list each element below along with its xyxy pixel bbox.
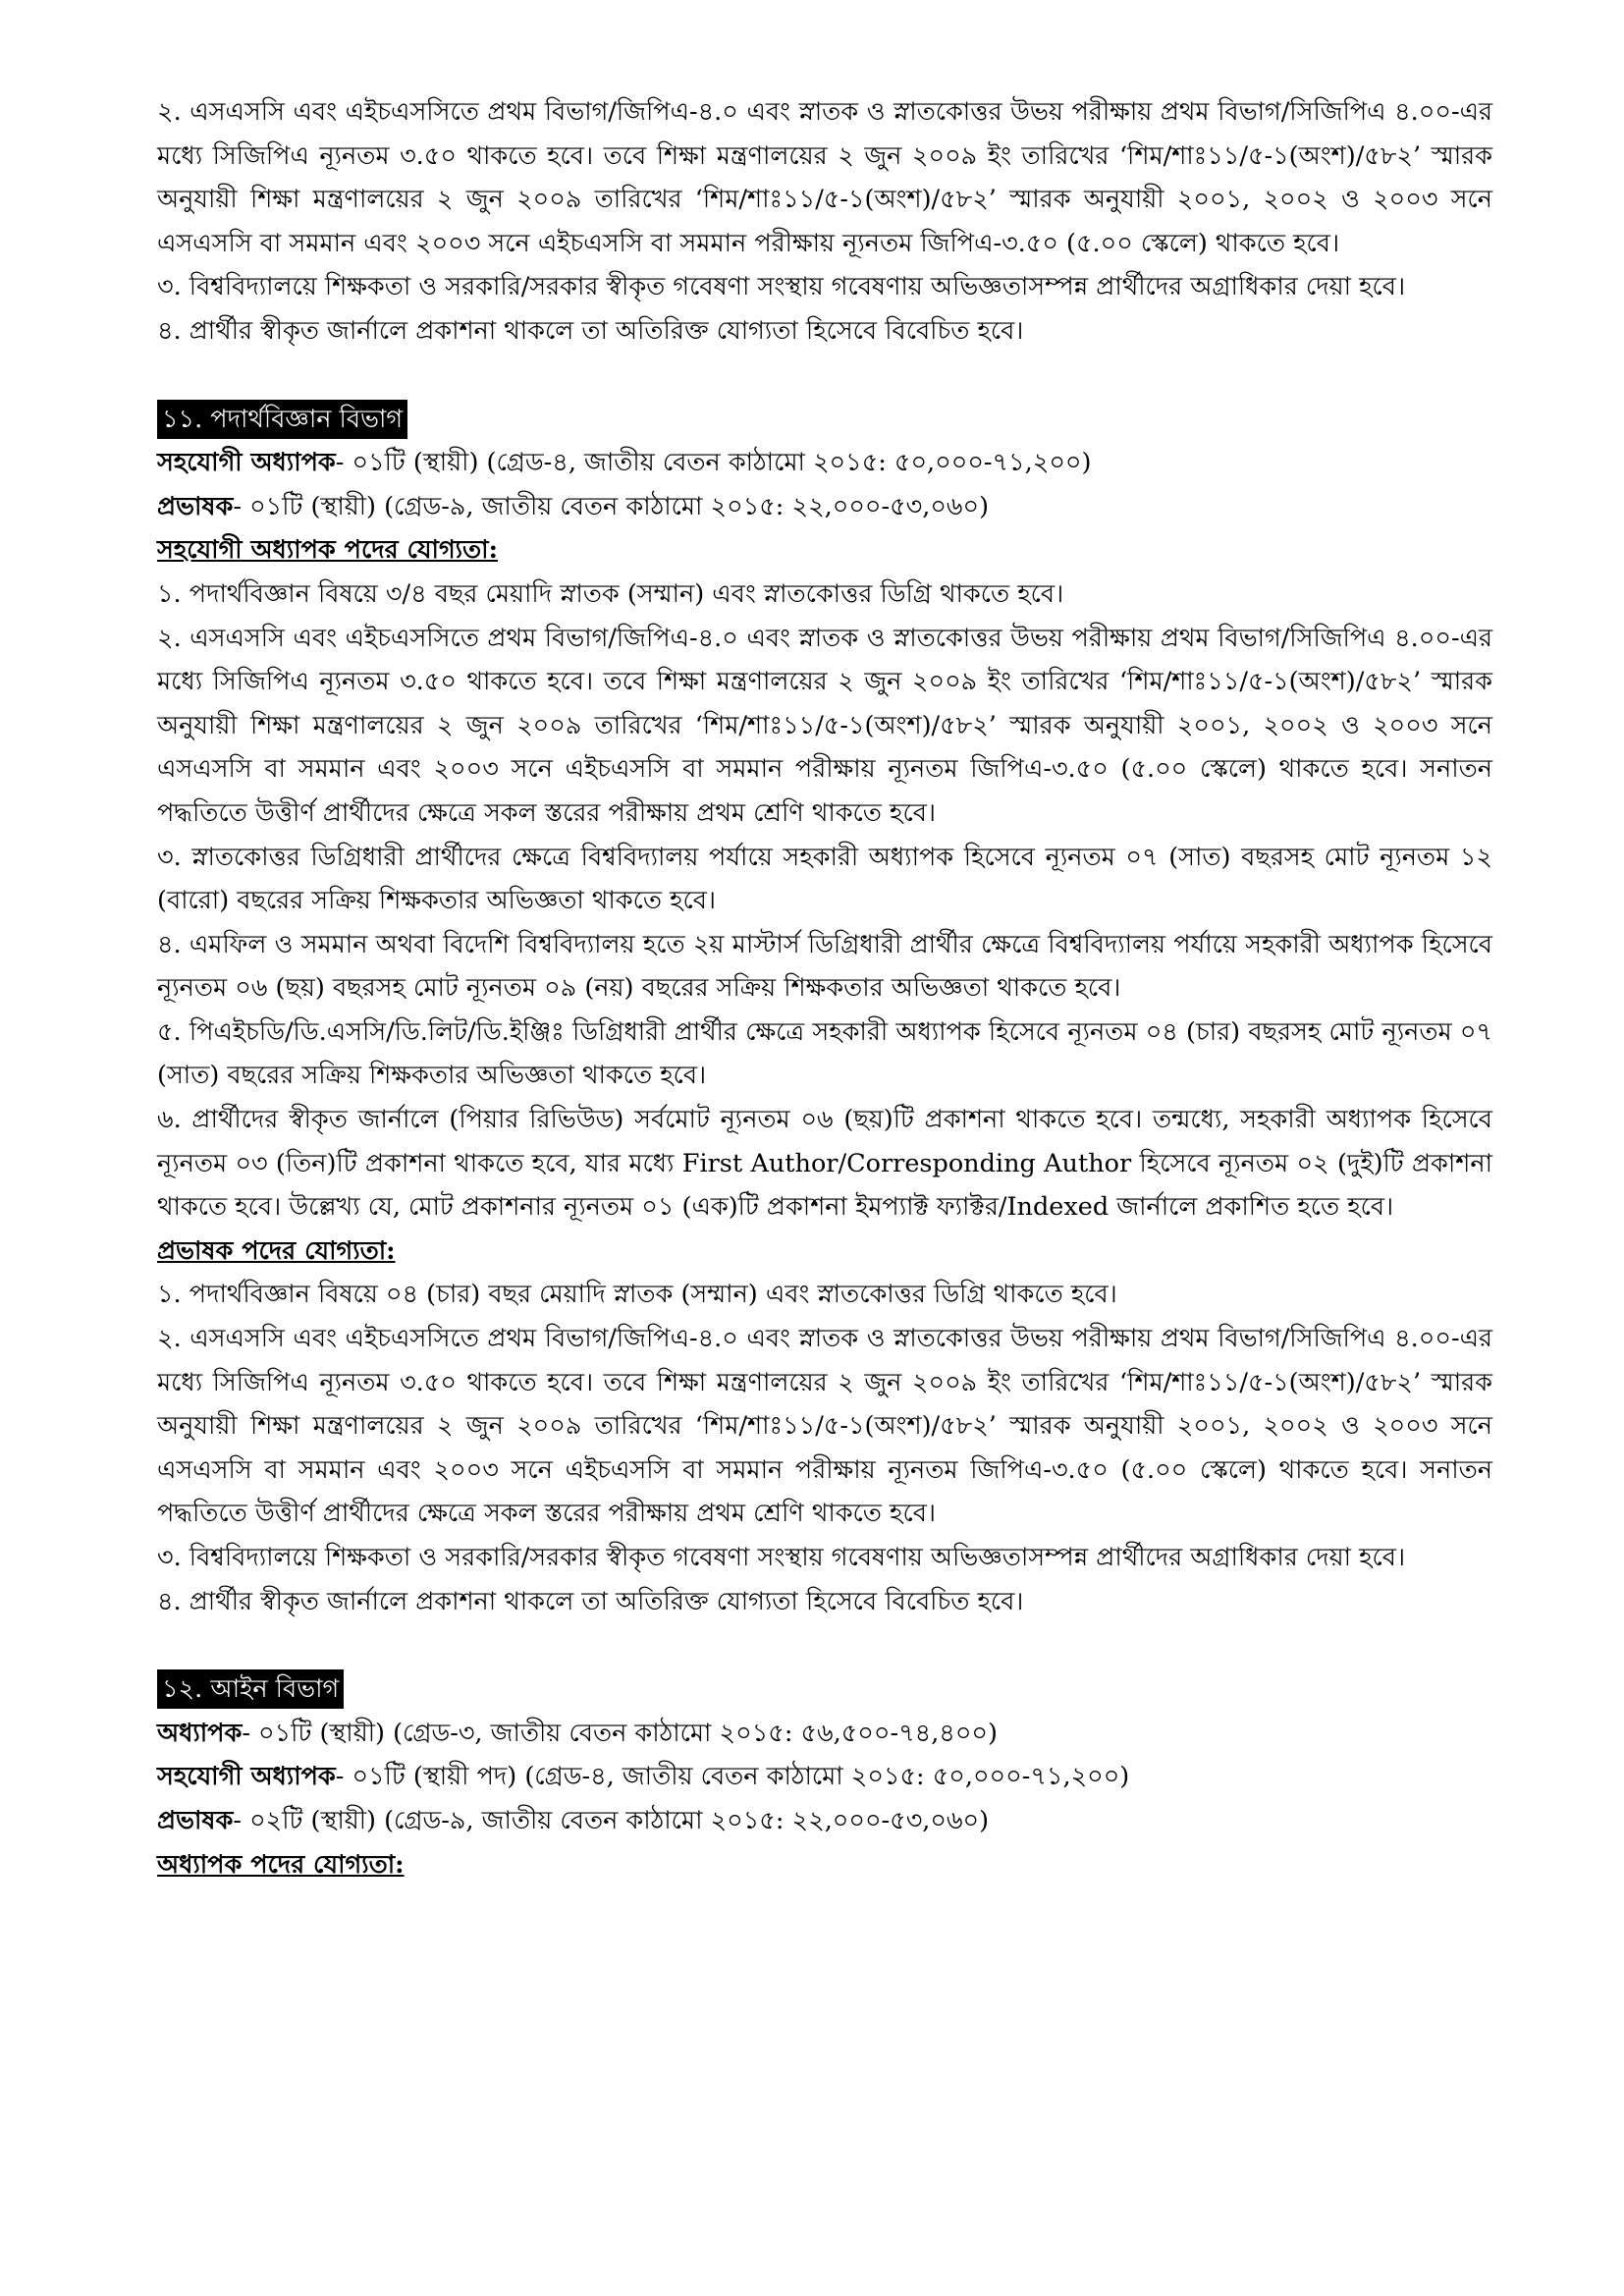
qualification-item: ১. পদার্থবিজ্ঞান বিষয়ে ৩/৪ বছর মেয়াদি স্নাতক (সম্মান) এবং স্নাতকোত্তর ডিগ্রি থাকতে হবে। (157, 578, 1064, 609)
post-title: সহযোগী অধ্যাপক (157, 1762, 336, 1792)
post-title: অধ্যাপক (157, 1718, 243, 1748)
post-line (157, 1755, 1492, 1799)
section-law (157, 1667, 1492, 1886)
qualification-item: ৬. প্রার্থীদের স্বীকৃত জার্নালে (পিয়ার রিভিউড) সর্বমোট ন্যূনতম ০৬ (ছয়)টি প্রকাশনা থাকতে হবে। তন্মধ্যে, সহকারী অধ্যাপক হিসেবে ন্যূনতম ০৩ (তিন)টি প্রকাশনা থাকতে হবে, যার মধ্যে First Author/Corresponding Author হিসেবে ন্যূনতম ০২ (দুই)টি প্রকাশনা থাকতে হবে। উল্লেখ্য যে, মোট প্রকাশনার ন্যূনতম ০১ (এক)টি প্রকাশনা ইমপ্যাক্ট ফ্যাক্টর/Indexed জার্নালে প্রকাশিত হতে হবে। (157, 1105, 1492, 1223)
qualification-item: ৩. বিশ্ববিদ্যালয়ে শিক্ষকতা ও সরকারি/সরকার স্বীকৃত গবেষণা সংস্থায় গবেষণায় অভিজ্ঞতাসম্পন্ন প্রার্থীদের অগ্রাধিকার দেয়া হবে। (157, 1543, 1406, 1572)
post-title: প্রভাষক (157, 1805, 234, 1835)
section-heading-badge: ১২. আইন বিভাগ (157, 1669, 344, 1709)
post-line (157, 441, 1492, 485)
qualification-heading: প্রভাষক পদের যোগ্যতা: (157, 1235, 396, 1266)
post-title: সহযোগী অধ্যাপক (157, 448, 336, 478)
section-physics (157, 398, 1492, 1624)
qualification-item: ১. পদার্থবিজ্ঞান বিষয়ে ০৪ (চার) বছর মেয়াদি স্নাতক (সম্মান) এবং স্নাতকোত্তর ডিগ্রি থাকতে হবে। (157, 1280, 1117, 1310)
section-heading-badge: ১১. পদার্থবিজ্ঞান বিভাগ (157, 400, 407, 439)
post-line (157, 1799, 1492, 1843)
qualification-item: ৪. এমফিল ও সমমান অথবা বিদেশি বিশ্ববিদ্যালয় হতে ২য় মাস্টার্স ডিগ্রিধারী প্রার্থীর ক্ষেত্রে বিশ্ববিদ্যালয় পর্যায়ে সহকারী অধ্যাপক হিসেবে ন্যূনতম ০৬ (ছয়) বছরসহ মোট ন্যূনতম ০৯ (নয়) বছরের সক্রিয় শিক্ষকতার অভিজ্ঞতা থাকতে হবে। (157, 929, 1492, 1004)
qualification-item: ২. এসএসসি এবং এইচএসসিতে প্রথম বিভাগ/জিপিএ-৪.০ এবং স্নাতক ও স্নাতকোত্তর উভয় পরীক্ষায় প্রথম বিভাগ/সিজিপিএ ৪.০০-এর মধ্যে সিজিপিএ ন্যূনতম ৩.৫০ থাকতে হবে। তবে শিক্ষা মন্ত্রণালয়ের ২ জুন ২০০৯ ইং তারিখের ‘শিম/শাঃ১১/৫-১(অংশ)/৫৮২’ স্মারক অনুযায়ী শিক্ষা মন্ত্রণালয়ের ২ জুন ২০০৯ তারিখের ‘শিম/শাঃ১১/৫-১(অংশ)/৫৮২’ স্মারক অনুযায়ী ২০০১, ২০০২ ও ২০০৩ সনে এসএসসি বা সমমান এবং ২০০৩ সনে এইচএসসি বা সমমান পরীক্ষায় ন্যূনতম জিপিএ-৩.৫০ (৫.০০ স্কেলে) থাকতে হবে। সনাতন পদ্ধতিতে উত্তীর্ণ প্রার্থীদের ক্ষেত্রে সকল স্তরের পরীক্ষায় প্রথম শ্রেণি থাকতে হবে। (157, 1324, 1492, 1529)
post-detail: - ০১টি (স্থায়ী) (গ্রেড-৯, জাতীয় বেতন কাঠামো ২০১৫: ২২,০০০-৫৩,০৬০) (233, 491, 990, 521)
section-heading (157, 1667, 1492, 1712)
post-line (157, 1712, 1492, 1756)
post-title: প্রভাষক (157, 491, 234, 521)
qualification-item: ২. এসএসসি এবং এইচএসসিতে প্রথম বিভাগ/জিপিএ-৪.০ এবং স্নাতক ও স্নাতকোত্তর উভয় পরীক্ষায় প্রথম বিভাগ/সিজিপিএ ৪.০০-এর মধ্যে সিজিপিএ ন্যূনতম ৩.৫০ থাকতে হবে। তবে শিক্ষা মন্ত্রণালয়ের ২ জুন ২০০৯ ইং তারিখের ‘শিম/শাঃ১১/৫-১(অংশ)/৫৮২’ স্মারক অনুযায়ী শিক্ষা মন্ত্রণালয়ের ২ জুন ২০০৯ তারিখের ‘শিম/শাঃ১১/৫-১(অংশ)/৫৮২’ স্মারক অনুযায়ী ২০০১, ২০০২ ও ২০০৩ সনে এসএসসি বা সমমান এবং ২০০৩ সনে এইচএসসি বা সমমান পরীক্ষায় ন্যূনতম জিপিএ-৩.৫০ (৫.০০ স্কেলে) থাকতে হবে। সনাতন পদ্ধতিতে উত্তীর্ণ প্রার্থীদের ক্ষেত্রে সকল স্তরের পরীক্ষায় প্রথম শ্রেণি থাকতে হবে। (157, 623, 1492, 828)
qualification-item: ৪. প্রার্থীর স্বীকৃত জার্নালে প্রকাশনা থাকলে তা অতিরিক্ত যোগ্যতা হিসেবে বিবেচিত হবে। (157, 1586, 1024, 1616)
qualification-heading: সহযোগী অধ্যাপক পদের যোগ্যতা: (157, 535, 498, 566)
post-detail: - ০২টি (স্থায়ী) (গ্রেড-৯, জাতীয় বেতন কাঠামো ২০১৫: ২২,০০০-৫৩,০৬০) (233, 1805, 990, 1835)
post-detail: - ০১টি (স্থায়ী) (গ্রেড-৪, জাতীয় বেতন কাঠামো ২০১৫: ৫০,০০০-৭১,২০০) (335, 448, 1092, 478)
post-line (157, 485, 1492, 529)
qualification-heading: অধ্যাপক পদের যোগ্যতা: (157, 1849, 405, 1880)
qualification-item: ৫. পিএইচডি/ডি.এসসি/ডি.লিট/ডি.ইঞ্জিঃ ডিগ্রিধারী প্রার্থীর ক্ষেত্রে সহকারী অধ্যাপক হিসেবে ন্যূনতম ০৪ (চার) বছরসহ মোট ন্যূনতম ০৭ (সাত) বছরের সক্রিয় শিক্ষকতার অভিজ্ঞতা থাকতে হবে। (157, 1016, 1492, 1091)
section-heading (157, 398, 1492, 442)
qualification-item: ৩. বিশ্ববিদ্যালয়ে শিক্ষকতা ও সরকারি/সরকার স্বীকৃত গবেষণা সংস্থায় গবেষণায় অভিজ্ঞতাসম্পন্ন প্রার্থীদের অগ্রাধিকার দেয়া হবে। (157, 272, 1406, 302)
qualification-item: ৪. প্রার্থীর স্বীকৃত জার্নালে প্রকাশনা থাকলে তা অতিরিক্ত যোগ্যতা হিসেবে বিবেচিত হবে। (157, 315, 1024, 346)
previous-section-continuation (157, 90, 1492, 354)
qualification-item: ৩. স্নাতকোত্তর ডিগ্রিধারী প্রার্থীদের ক্ষেত্রে বিশ্ববিদ্যালয় পর্যায়ে সহকারী অধ্যাপক হিসেবে ন্যূনতম ০৭ (সাত) বছরসহ মোট ন্যূনতম ১২ (বারো) বছরের সক্রিয় শিক্ষকতার অভিজ্ঞতা থাকতে হবে। (157, 842, 1492, 916)
post-detail: - ০১টি (স্থায়ী পদ) (গ্রেড-৪, জাতীয় বেতন কাঠামো ২০১৫: ৫০,০০০-৭১,২০০) (335, 1762, 1130, 1792)
qualification-item: ২. এসএসসি এবং এইচএসসিতে প্রথম বিভাগ/জিপিএ-৪.০ এবং স্নাতক ও স্নাতকোত্তর উভয় পরীক্ষায় প্রথম বিভাগ/সিজিপিএ ৪.০০-এর মধ্যে সিজিপিএ ন্যূনতম ৩.৫০ থাকতে হবে। তবে শিক্ষা মন্ত্রণালয়ের ২ জুন ২০০৯ ইং তারিখের ‘শিম/শাঃ১১/৫-১(অংশ)/৫৮২’ স্মারক অনুযায়ী শিক্ষা মন্ত্রণালয়ের ২ জুন ২০০৯ তারিখের ‘শিম/শাঃ১১/৫-১(অংশ)/৫৮২’ স্মারক অনুযায়ী ২০০১, ২০০২ ও ২০০৩ সনে এসএসসি বা সমমান এবং ২০০৩ সনে এইচএসসি বা সমমান পরীক্ষায় ন্যূনতম জিপিএ-৩.৫০ (৫.০০ স্কেলে) থাকতে হবে। (157, 97, 1492, 258)
post-detail: - ০১টি (স্থায়ী) (গ্রেড-৩, জাতীয় বেতন কাঠামো ২০১৫: ৫৬,৫০০-৭৪,৪০০) (242, 1718, 998, 1748)
